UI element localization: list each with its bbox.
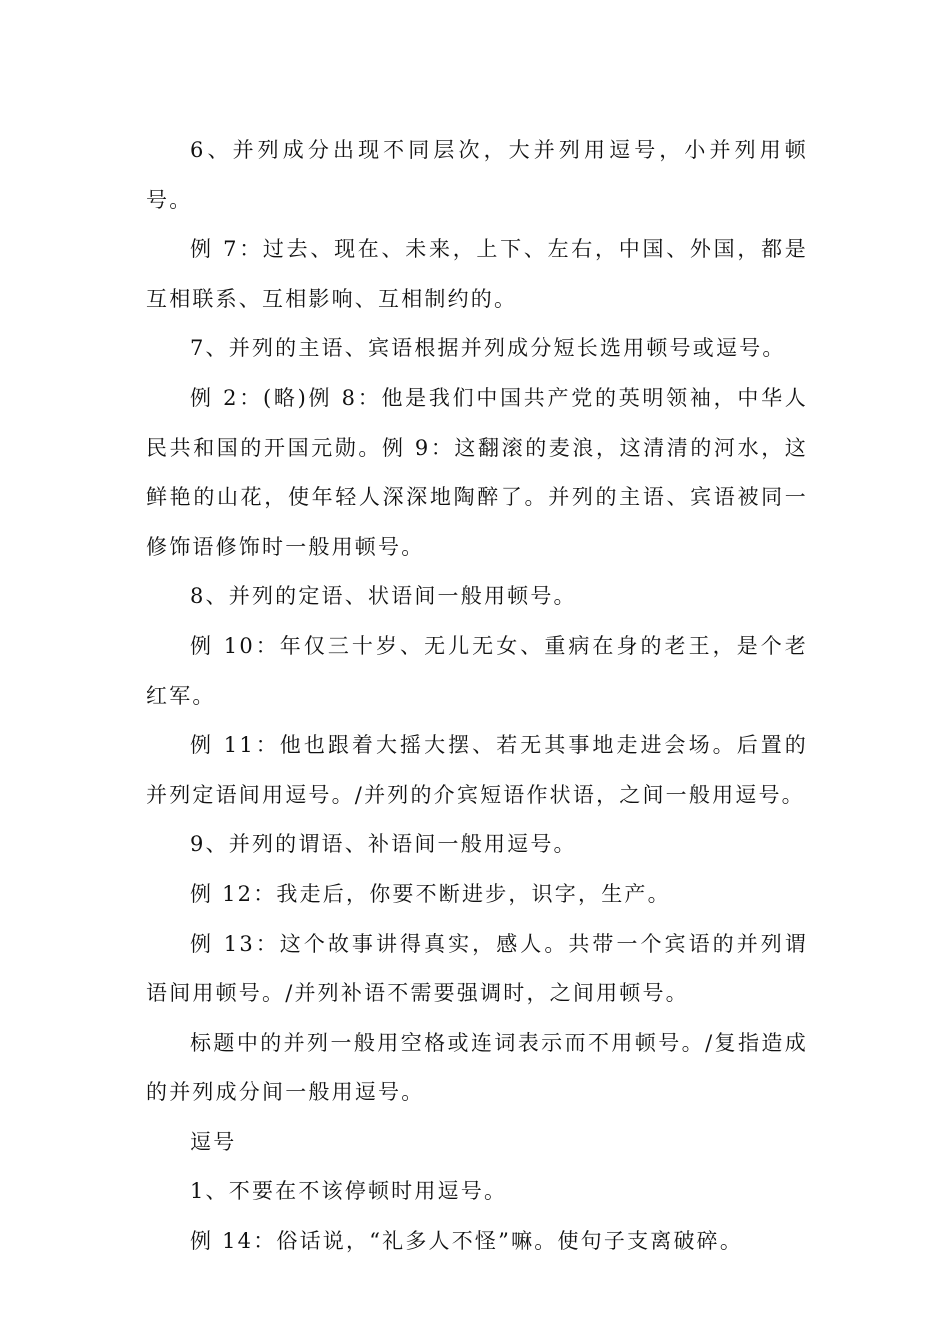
paragraph-title-note: 标题中的并列一般用空格或连词表示而不用顿号。/复指造成的并列成分间一般用逗号。 (146, 1030, 808, 1105)
paragraph-rule-9: 9、并列的谓语、补语间一般用逗号。 (190, 832, 577, 857)
paragraph-example-13: 例 13：这个故事讲得真实，感人。共带一个宾语的并列谓语间用顿号。/并列补语不需要强调时，之间用顿号。 (146, 931, 808, 1006)
paragraph-rule-8: 8、并列的定语、状语间一般用顿号。 (190, 584, 577, 609)
paragraph-example-14: 例 14：俗话说，“礼多人不怪”嘛。使句子支离破碎。 (190, 1229, 744, 1254)
paragraph-examples-2-8-9: 例 2：(略)例 8：他是我们中国共产党的英明领袖，中华人民共和国的开国元勋。例 9：这翻滚的麦浪，这清清的河水，这鲜艳的山花，使年轻人深深地陶醉了。并列的主语、宾语被同一修饰语修饰时一般用顿号。 (146, 385, 808, 559)
paragraph-rule-7: 7、并列的主语、宾语根据并列成分短长选用顿号或逗号。 (190, 336, 786, 361)
paragraph-example-7: 例 7：过去、现在、未来，上下、左右，中国、外国，都是互相联系、互相影响、互相制约的。 (146, 237, 808, 311)
paragraph-example-11: 例 11：他也跟着大摇大摆、若无其事地走进会场。后置的并列定语间用逗号。/并列的介宾短语作状语，之间一般用逗号。 (146, 733, 808, 807)
paragraph-comma-rule-1: 1、不要在不该停顿时用逗号。 (190, 1179, 508, 1204)
paragraph-example-12: 例 12：我走后，你要不断进步，识字，生产。 (190, 881, 671, 906)
document-page (146, 126, 808, 1267)
paragraph-rule-6: 6、并列成分出现不同层次，大并列用逗号，小并列用顿号。 (146, 138, 808, 212)
paragraph-example-10: 例 10：年仅三十岁、无儿无女、重病在身的老王，是个老红军。 (146, 633, 808, 708)
section-heading-comma: 逗号 (190, 1129, 237, 1154)
